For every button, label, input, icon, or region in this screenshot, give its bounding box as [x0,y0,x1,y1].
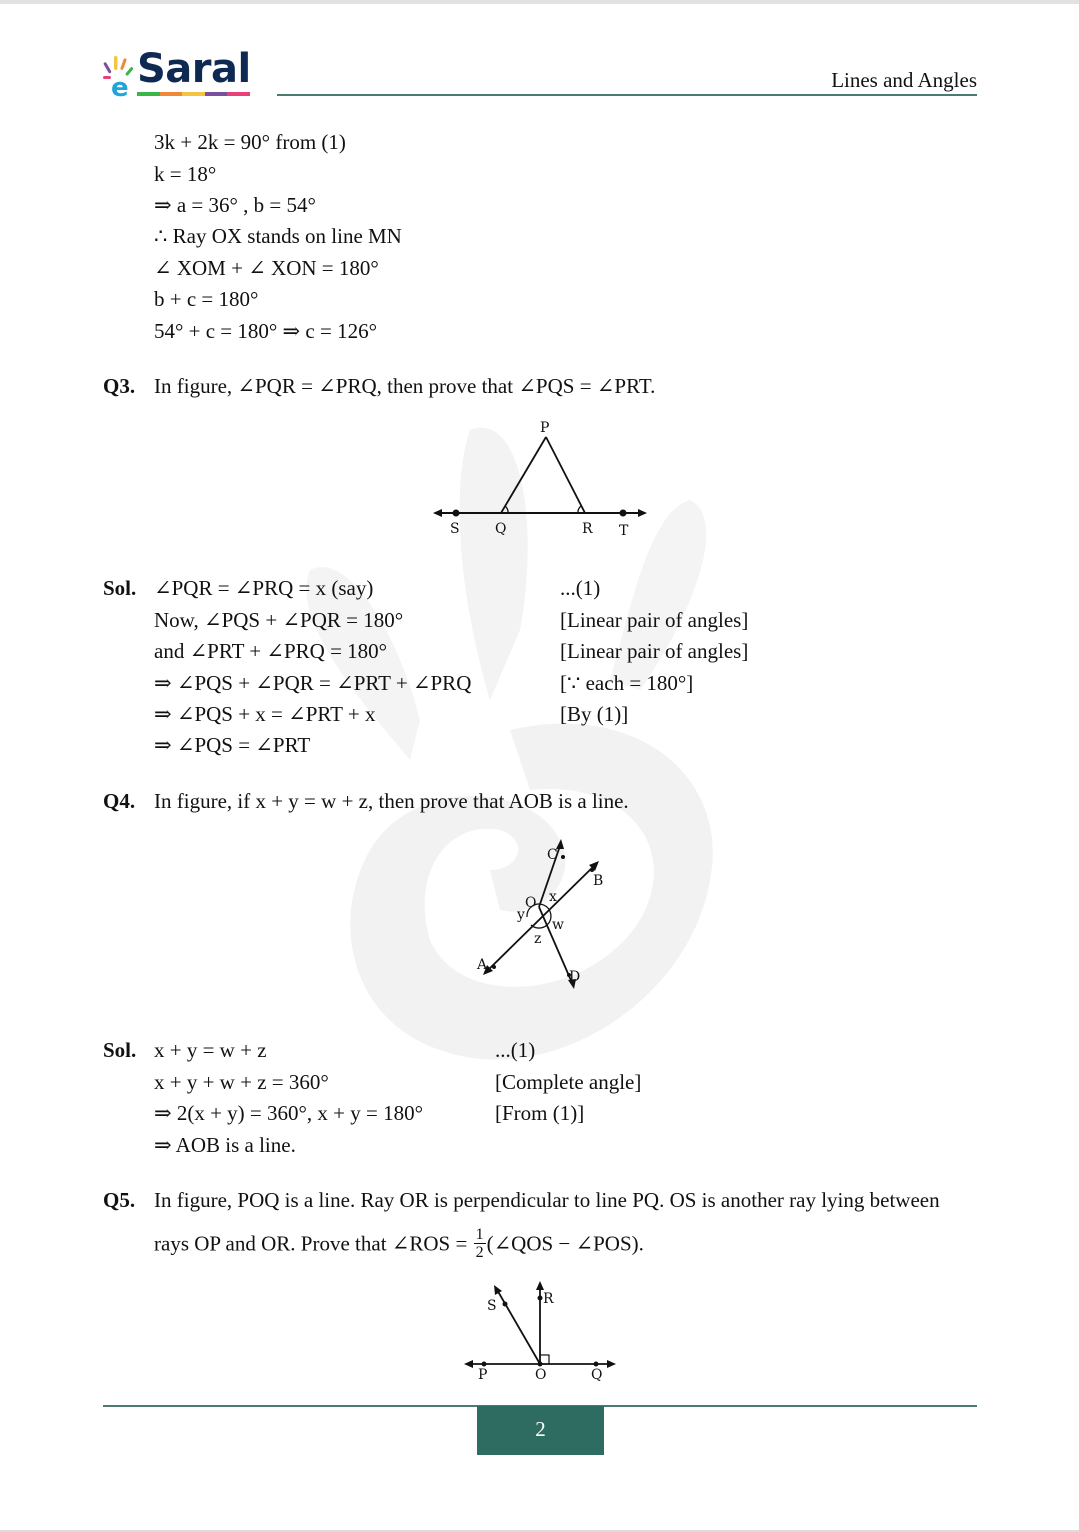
solution-step: ⇒ AOB is a line. [154,1133,296,1157]
svg-text:S: S [487,1298,497,1314]
svg-text:D: D [569,969,581,985]
solution-label-q4: Sol. [103,1038,137,1062]
question-label-q4: Q4. [103,789,136,813]
solution-step: Now, ∠PQS + ∠PQR = 180° [154,608,404,632]
page-number: 2 [477,1406,604,1455]
question-text-q5-line1: In figure, POQ is a line. Ray OR is perpendicular to line PQ. OS is another ray lying between [154,1188,940,1212]
svg-text:O: O [535,1367,547,1383]
svg-text:e: e [111,73,129,98]
svg-text:Q: Q [495,521,507,537]
svg-text:C: C [547,847,558,863]
solution-reason: [Complete angle] [495,1070,642,1094]
question-text-q5-line2 [154,1228,644,1263]
question-text-q5-pre: rays OP and OR. Prove that ∠ROS = [154,1231,473,1256]
perpendicular-figure-q5 [460,1276,620,1386]
svg-text:y: y [517,907,525,923]
solution-reason: [∵ each = 180°] [560,671,694,695]
svg-text:S: S [450,521,460,537]
solution-step: and ∠PRT + ∠PRQ = 180° [154,639,388,663]
solution-reason: ...(1) [495,1038,536,1062]
svg-text:A: A [477,957,488,973]
svg-text:z: z [534,931,542,947]
svg-text:P: P [478,1367,488,1383]
svg-text:R: R [543,1291,554,1307]
q2-step: ∠ XOM + ∠ XON = 180° [154,256,379,280]
intersecting-lines-figure-q4 [465,835,625,995]
q2-step: b + c = 180° [154,287,259,311]
solution-label-q3: Sol. [103,576,137,600]
q2-step: 3k + 2k = 90° from (1) [154,130,346,154]
q2-step: ∴ Ray OX stands on line MN [154,224,402,248]
q2-step: 54° + c = 180° ⇒ c = 126° [154,319,377,343]
svg-text:T: T [619,523,629,539]
question-label-q3: Q3. [103,374,136,398]
solution-step: x + y = w + z [154,1038,267,1062]
svg-text:B: B [593,873,604,889]
solution-step: ⇒ ∠PQS + ∠PQR = ∠PRT + ∠PRQ [154,671,472,695]
solution-reason: [From (1)] [495,1101,585,1125]
svg-text:O: O [525,895,537,911]
solution-step: ⇒ ∠PQS + x = ∠PRT + x [154,702,376,726]
svg-text:R: R [582,521,593,537]
solution-step: ⇒ ∠PQS = ∠PRT [154,733,311,757]
fraction-one-half: $\frac{1}{2}$ [475,1226,484,1261]
question-text-q3: In figure, ∠PQR = ∠PRQ, then prove that ∠PQS = ∠PRT. [154,374,656,398]
chapter-title: Lines and Angles [831,68,977,92]
solution-step: ∠PQR = ∠PRQ = x (say) [154,576,374,600]
solution-step: ⇒ 2(x + y) = 360°, x + y = 180° [154,1101,424,1125]
solution-reason: [Linear pair of angles] [560,608,749,632]
svg-text:w: w [552,917,564,933]
svg-text:P: P [540,420,550,436]
solution-reason: ...(1) [560,576,601,600]
question-text-q5-post: (∠QOS − ∠POS). [486,1231,644,1256]
solution-step: x + y + w + z = 360° [154,1070,329,1094]
q2-step: ⇒ a = 36° , b = 54° [154,193,316,217]
q2-step: k = 18° [154,162,217,186]
question-label-q5: Q5. [103,1188,136,1212]
solution-reason: [Linear pair of angles] [560,639,749,663]
solution-reason: [By (1)] [560,702,629,726]
question-text-q4: In figure, if x + y = w + z, then prove that AOB is a line. [154,789,629,813]
triangle-figure-q3 [425,412,655,542]
svg-text:x: x [549,889,557,905]
svg-text:Q: Q [591,1367,603,1383]
logo-wordmark: Saral [137,46,251,92]
